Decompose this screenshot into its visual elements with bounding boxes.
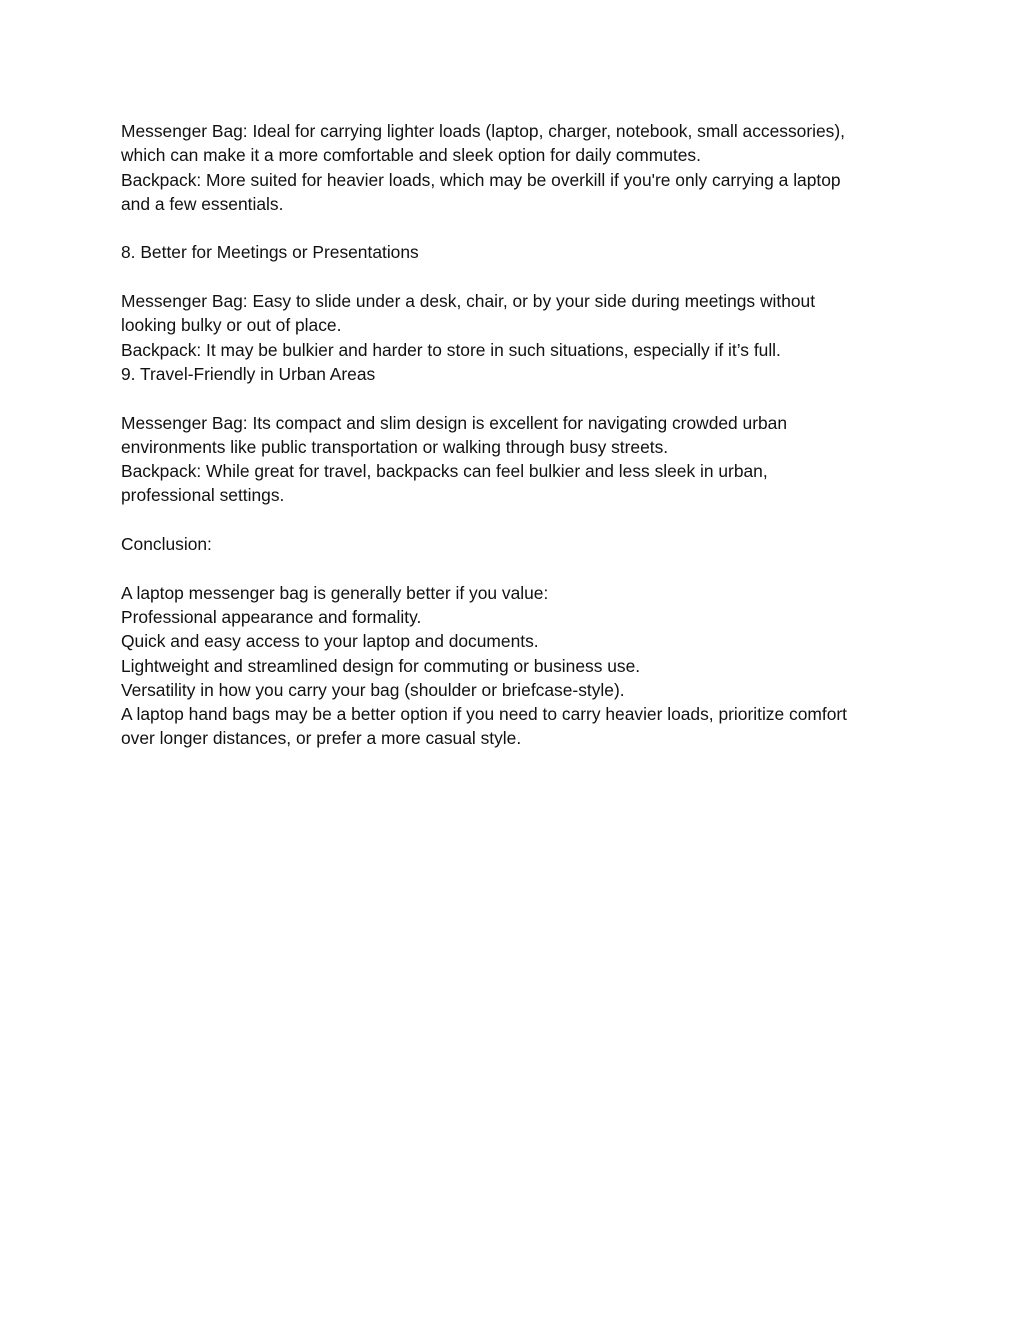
conclusion-point: Quick and easy access to your laptop and documents. [121,631,539,652]
text-line: professional settings. [121,485,285,506]
document-page [121,119,911,751]
text-line: Messenger Bag: Ideal for carrying lighter loads (laptop, charger, notebook, small accessories), [121,121,846,141]
text-line: over longer distances, or prefer a more casual style. [121,728,522,749]
paragraph-spacer [121,508,911,532]
text-line: looking bulky or out of place. [121,315,342,336]
paragraph-spacer [121,265,911,289]
paragraph-spacer [121,216,911,240]
conclusion-point: Versatility in how you carry your bag (shoulder or briefcase-style). [121,679,625,700]
text-line: Messenger Bag: Its compact and slim design is excellent for navigating crowded urban [121,412,788,433]
conclusion-point: Lightweight and streamlined design for commuting or business use. [121,655,641,676]
text-line: Backpack: While great for travel, backpacks can feel bulkier and less sleek in urban, [121,461,768,482]
text-line: and a few essentials. [121,193,284,214]
backpack-weight-paragraph [121,168,911,217]
section-heading-travel: 9. Travel-Friendly in Urban Areas [121,363,376,384]
text-line: Backpack: More suited for heavier loads, which may be overkill if you're only carrying a laptop [121,169,841,190]
messenger-bag-travel-paragraph [121,411,911,460]
text-line: Backpack: It may be bulkier and harder to store in such situations, especially if it’s full. [121,339,781,360]
text-line: A laptop hand bags may be a better option if you need to carry heavier loads, prioritize comfort [121,704,847,725]
backpack-travel-paragraph [121,459,911,508]
conclusion-closing-paragraph [121,702,911,751]
text-line: Messenger Bag: Easy to slide under a desk, chair, or by your side during meetings without [121,291,816,312]
messenger-bag-meetings-paragraph [121,289,911,338]
paragraph-spacer [121,386,911,410]
conclusion-intro: A laptop messenger bag is generally better if you value: [121,582,549,603]
backpack-meetings-paragraph [121,338,911,362]
text-line: environments like public transportation or walking through busy streets. [121,436,669,457]
conclusion-heading: Conclusion: [121,534,212,555]
section-heading-meetings: 8. Better for Meetings or Presentations [121,242,419,263]
text-line: which can make it a more comfortable and sleek option for daily commutes. [121,145,701,166]
conclusion-point: Professional appearance and formality. [121,606,422,627]
messenger-bag-weight-paragraph [121,119,911,168]
paragraph-spacer [121,556,911,580]
